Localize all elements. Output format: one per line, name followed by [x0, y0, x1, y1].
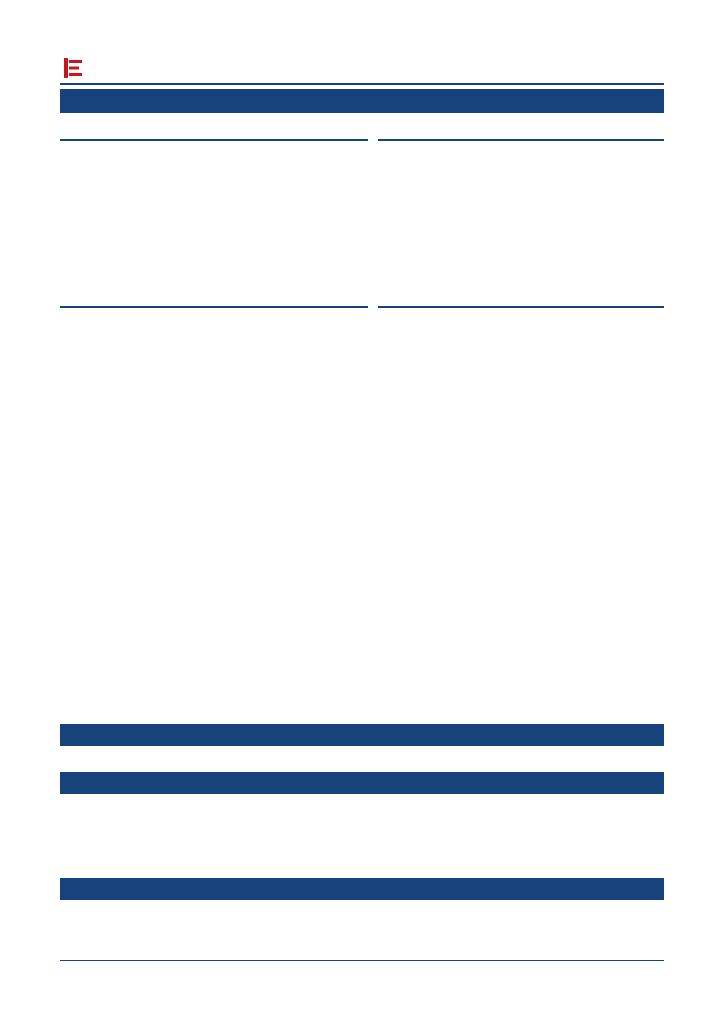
debt-panel-rule: [60, 306, 368, 308]
pie-panel-rule: [60, 139, 368, 141]
composition-pie-charts: [60, 142, 370, 280]
company-logo-icon: [64, 58, 82, 78]
header-divider: [60, 83, 664, 85]
footer-divider: [60, 960, 664, 961]
section-band-history: [60, 772, 664, 794]
debt-maturity-bar-chart: [60, 309, 368, 441]
fin-panel-rule: [378, 139, 664, 141]
section-band-method: [60, 724, 664, 746]
section-band-key-indicators: [60, 89, 664, 113]
region-panel-rule: [378, 306, 664, 308]
section-band-tracking: [60, 878, 664, 900]
